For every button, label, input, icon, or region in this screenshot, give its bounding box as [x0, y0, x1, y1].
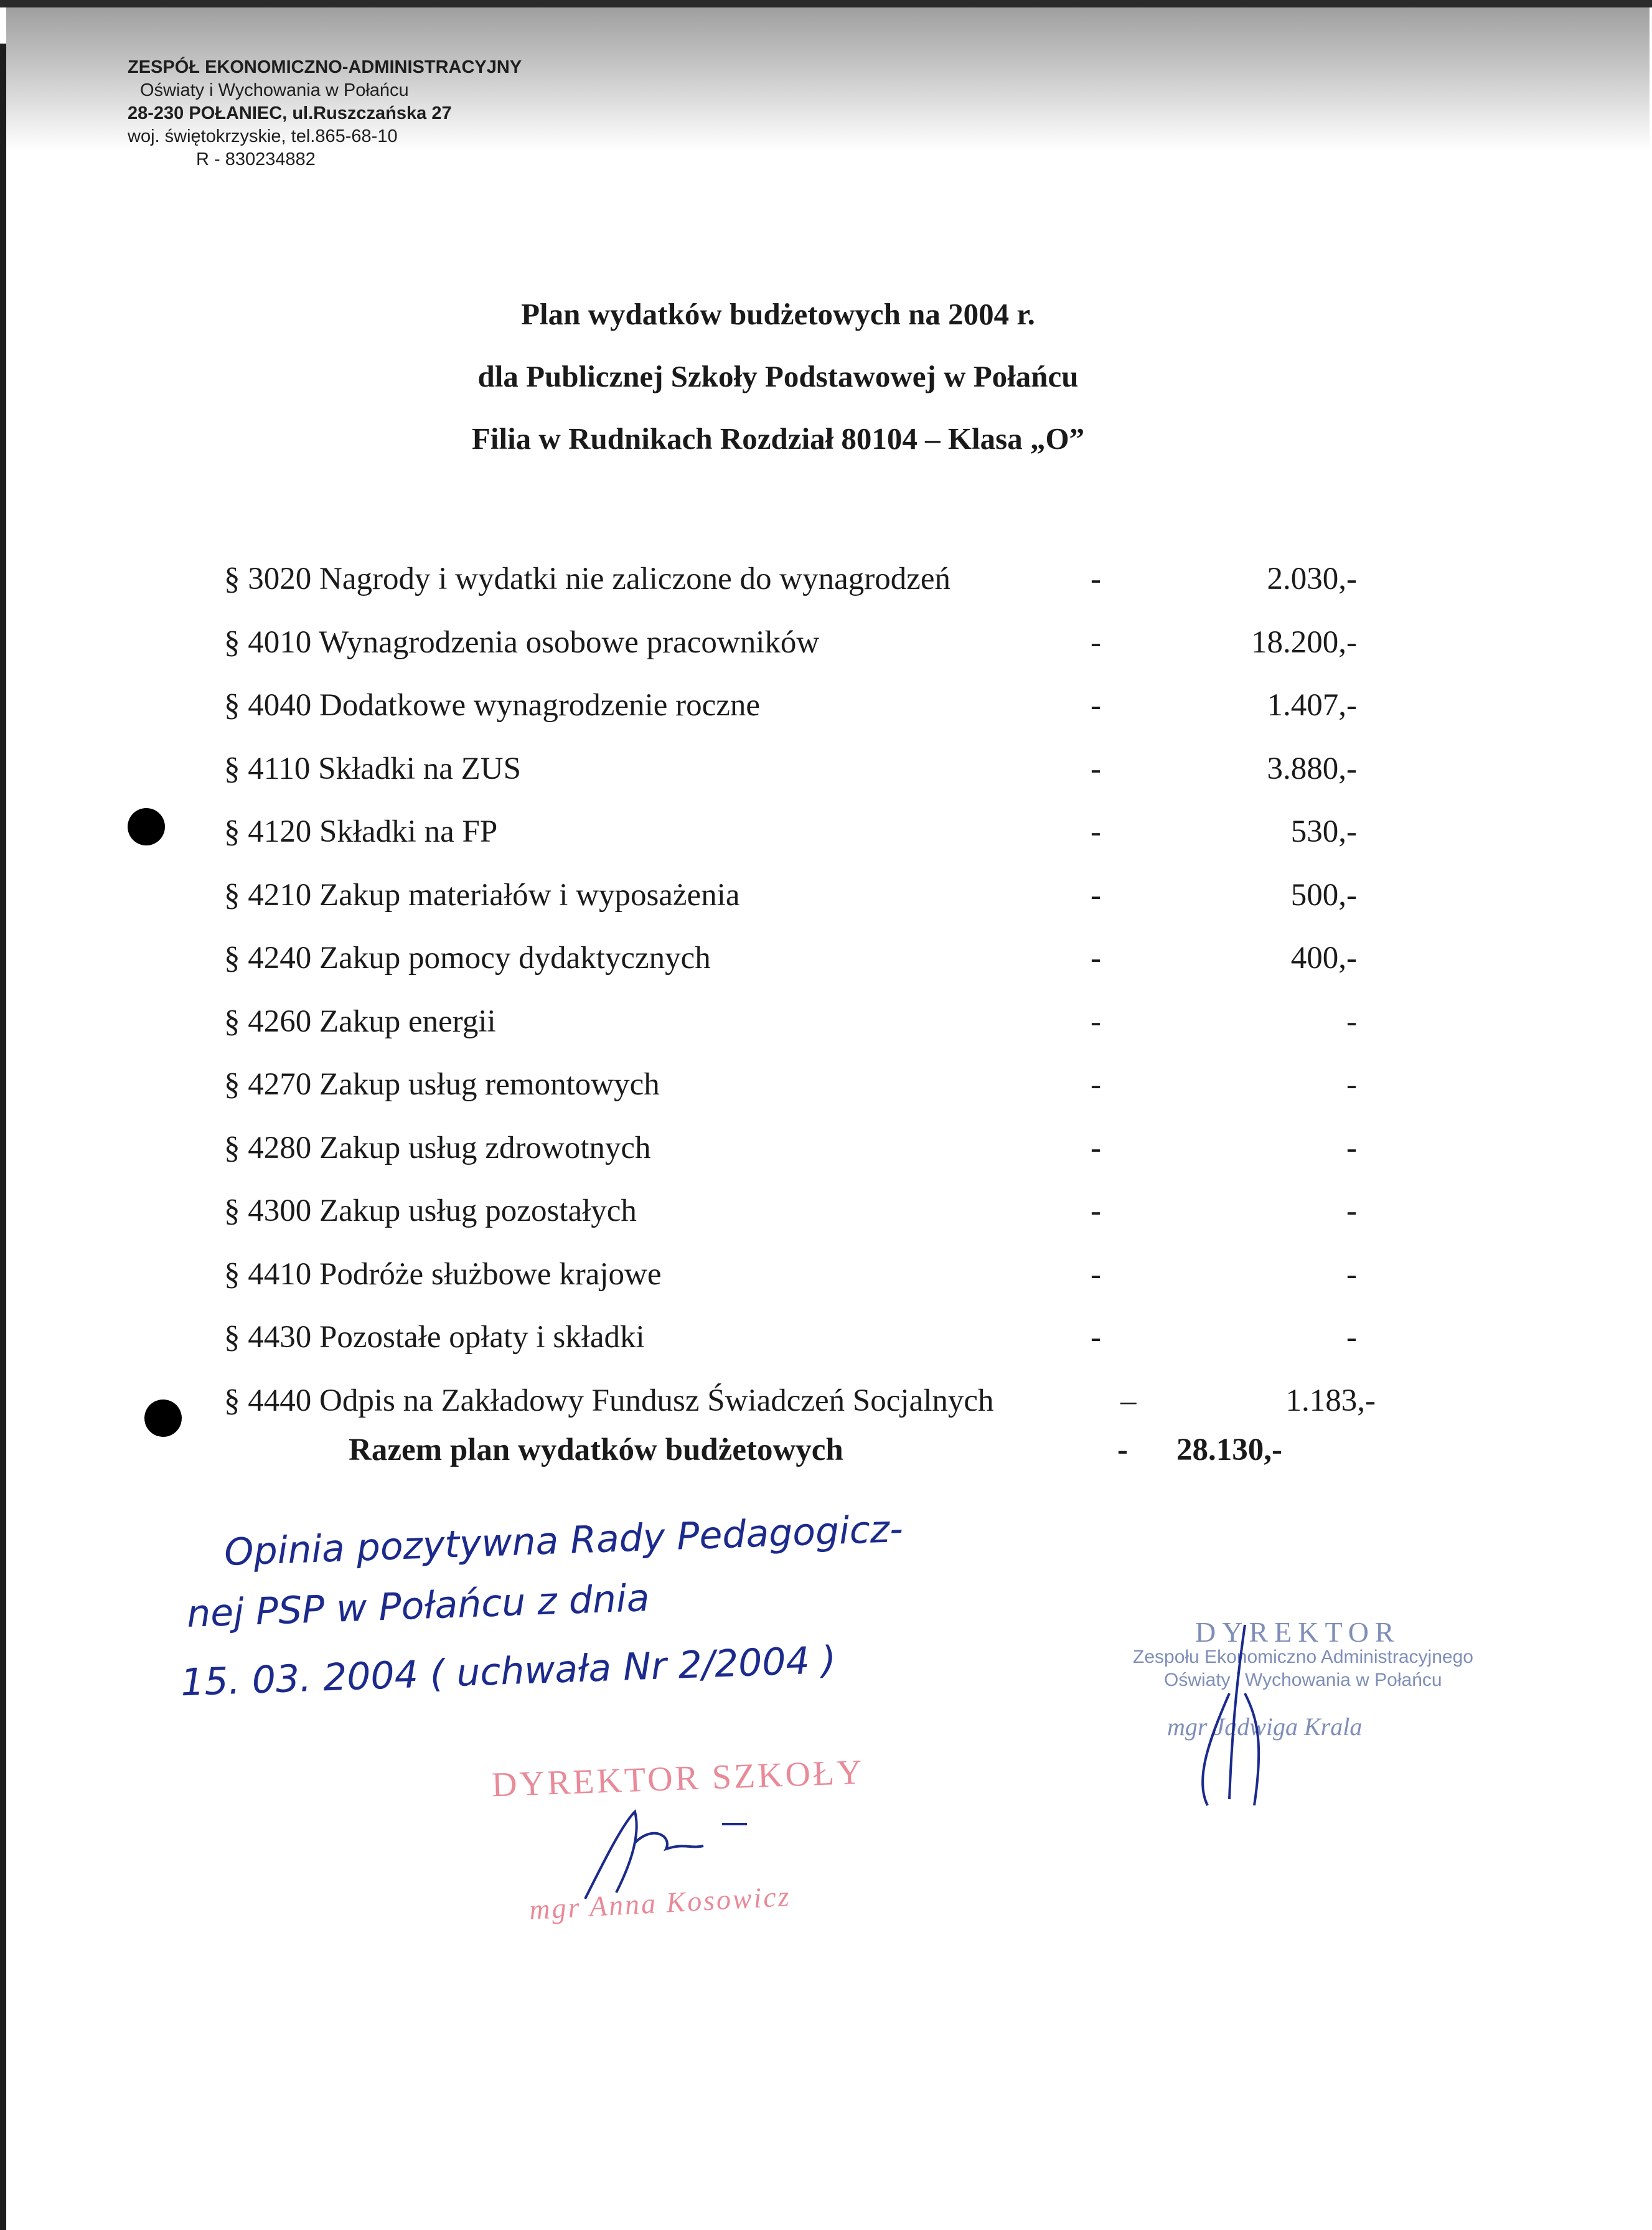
handwritten-note-line-2: nej PSP w Połańcu z dnia [186, 1576, 650, 1636]
item-dash: - [1091, 1130, 1101, 1165]
item-dash: - [1091, 877, 1101, 913]
punch-hole [128, 808, 165, 845]
title-line-2: dla Publicznej Szkoły Podstawowej w Połańcu [477, 359, 1079, 393]
stamp-line: R - 830234882 [196, 149, 316, 169]
document-title [187, 283, 1369, 470]
item-label: § 4300 Zakup usług pozostałych [224, 1193, 637, 1228]
handwritten-note-line-3: 15. 03. 2004 ( uchwała Nr 2/2004 ) [180, 1638, 837, 1705]
budget-row [224, 801, 1357, 864]
item-value: - [1346, 1130, 1357, 1165]
school-director-stamp-name: mgr Anna Kosowicz [528, 1880, 792, 1926]
director-stamp-name: mgr Jadwiga Krala [1167, 1713, 1363, 1741]
item-dash: – [1120, 1383, 1137, 1418]
budget-row [224, 738, 1357, 801]
item-dash: - [1091, 941, 1101, 976]
school-director-signature [548, 1787, 784, 1911]
item-dash: - [1091, 1320, 1101, 1355]
budget-row [224, 674, 1357, 738]
item-value: - [1346, 1256, 1357, 1292]
director-stamp-title: DYREKTOR [1195, 1616, 1401, 1648]
title-line-1: Plan wydatków budżetowych na 2004 r. [521, 297, 1035, 331]
item-dash: - [1091, 1256, 1101, 1292]
item-dash: - [1091, 688, 1101, 723]
item-value: - [1346, 1320, 1357, 1355]
budget-row [224, 864, 1357, 928]
item-value: 2.030,- [1267, 562, 1357, 596]
item-label: § 4120 Składki na FP [224, 814, 498, 849]
stamp-line: 28-230 POŁANIEC, ul.Ruszczańska 27 [128, 103, 452, 123]
budget-row [224, 611, 1357, 675]
item-value: 500,- [1290, 877, 1357, 913]
item-value: 530,- [1290, 814, 1357, 849]
item-value: - [1346, 1004, 1357, 1039]
item-value: 1.183,- [1285, 1383, 1376, 1418]
item-value: 400,- [1290, 941, 1357, 976]
director-signature [1170, 1619, 1320, 1818]
stamp-line: ZESPÓŁ EKONOMICZNO-ADMINISTRACYJNY [128, 57, 522, 77]
total-dash: - [1117, 1433, 1128, 1467]
punch-hole [144, 1400, 182, 1437]
director-stamp-line-1: Zespołu Ekonomiczno Administracyjnego [1133, 1647, 1473, 1667]
school-director-stamp-title: DYREKTOR SZKOŁY [491, 1752, 865, 1805]
item-label: § 4110 Składki na ZUS [224, 751, 521, 786]
budget-row [224, 1370, 1376, 1433]
item-label: § 4010 Wynagrodzenia osobowe pracowników [224, 624, 820, 660]
scan-edge-left [0, 44, 6, 2230]
item-dash: - [1091, 624, 1101, 660]
item-dash: - [1091, 814, 1101, 849]
item-dash: - [1091, 1193, 1101, 1228]
budget-row [224, 1117, 1357, 1180]
stamp-line: woj. świętokrzyskie, tel.865-68-10 [128, 126, 398, 146]
item-label: § 4440 Odpis na Zakładowy Fundusz Świadczeń Socjalnych [224, 1383, 994, 1418]
item-value: 1.407,- [1267, 688, 1357, 723]
handwritten-note-line-1: Opinia pozytywna Rady Pedagogicz- [223, 1507, 904, 1575]
budget-row [224, 1053, 1357, 1117]
budget-row [224, 990, 1357, 1054]
total-row [349, 1432, 1345, 1468]
budget-row [224, 548, 1357, 611]
total-label: Razem plan wydatków budżetowych [349, 1433, 843, 1467]
budget-items [224, 548, 1376, 1433]
item-value: 18.200,- [1251, 624, 1357, 660]
scan-edge-top [0, 0, 1652, 7]
total-value: 28.130,- [1176, 1433, 1282, 1467]
item-value: - [1346, 1193, 1357, 1228]
item-dash: - [1091, 1067, 1101, 1102]
director-stamp-line-2: Oświaty i Wychowania w Połańcu [1164, 1670, 1442, 1690]
item-value: - [1346, 1067, 1357, 1102]
title-line-3: Filia w Rudnikach Rozdział 80104 – Klasa „O” [471, 421, 1085, 456]
item-label: § 4430 Pozostałe opłaty i składki [224, 1320, 645, 1355]
item-label: § 4210 Zakup materiałów i wyposażenia [224, 877, 740, 913]
budget-row [224, 927, 1357, 990]
header-stamp [128, 56, 526, 171]
item-value: 3.880,- [1267, 751, 1357, 786]
item-label: § 3020 Nagrody i wydatki nie zaliczone do wynagrodzeń [224, 562, 950, 596]
item-dash: - [1091, 1004, 1101, 1039]
item-label: § 4240 Zakup pomocy dydaktycznych [224, 941, 711, 976]
budget-row [224, 1243, 1357, 1307]
item-label: § 4410 Podróże służbowe krajowe [224, 1256, 662, 1292]
item-label: § 4270 Zakup usług remontowych [224, 1067, 660, 1102]
budget-row [224, 1306, 1357, 1370]
item-label: § 4040 Dodatkowe wynagrodzenie roczne [224, 688, 761, 723]
stamp-line: Oświaty i Wychowania w Połańcu [140, 80, 409, 100]
item-dash: - [1091, 751, 1101, 786]
item-label: § 4280 Zakup usług zdrowotnych [224, 1130, 651, 1165]
item-label: § 4260 Zakup energii [224, 1004, 496, 1039]
item-dash: - [1091, 562, 1101, 596]
budget-row [224, 1180, 1357, 1243]
